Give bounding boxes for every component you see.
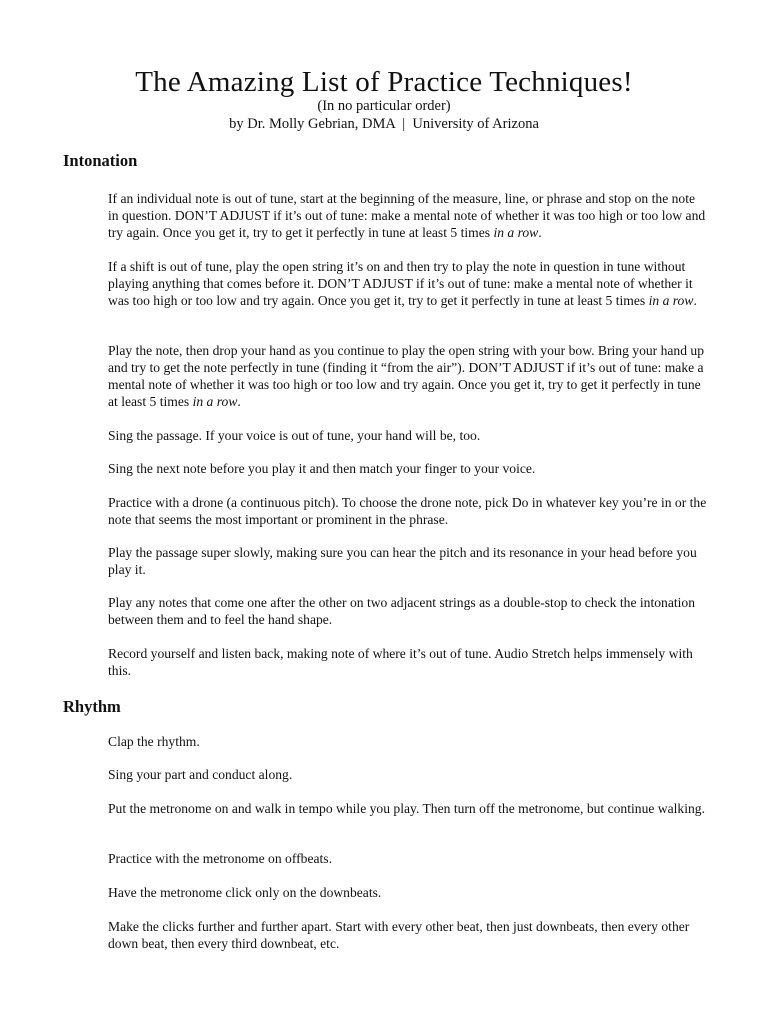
technique-paragraph: Sing the passage. If your voice is out of tune, your hand will be, too. — [108, 428, 481, 443]
technique-paragraph: Practice with a drone (a continuous pitch). To choose the drone note, pick Do in whatever key you’re in or the note that seems the most important or prominent in the phrase. — [108, 495, 707, 527]
technique-paragraph: Have the metronome click only on the downbeats. — [108, 885, 382, 900]
technique-paragraph: Make the clicks further and further apart. Start with every other beat, then just downbeats, then every other down beat, then every third downbeat, etc. — [108, 919, 690, 951]
technique-paragraph: Clap the rhythm. — [108, 734, 200, 749]
technique-paragraph: Sing your part and conduct along. — [108, 767, 293, 782]
section-heading-intonation: Intonation — [63, 151, 138, 170]
document-subtitle: (In no particular order) — [317, 98, 451, 114]
technique-paragraph: Record yourself and listen back, making note of where it’s out of tune. Audio Stretch helps immensely with this. — [108, 646, 693, 678]
technique-paragraph: Practice with the metronome on offbeats. — [108, 851, 332, 866]
technique-paragraph: If a shift is out of tune, play the open string it’s on and then try to play the note in question in tune without playing anything that comes before it. DON’T ADJUST if it’s out of tune: make a mental note of whether it was too high or too low and try again. Once you get it, try to get it perfectly in tune at least 5 times in a row. — [108, 259, 697, 308]
technique-paragraph: Play any notes that come one after the other on two adjacent strings as a double-stop to check the intonation between them and to feel the hand shape. — [108, 595, 696, 627]
technique-paragraph: Put the metronome on and walk in tempo while you play. Then turn off the metronome, but continue walking. — [108, 801, 706, 816]
technique-paragraph: If an individual note is out of tune, start at the beginning of the measure, line, or phrase and stop on the note in question. DON’T ADJUST if it’s out of tune: make a mental note of whether it was too high or too low and try again. Once you get it, try to get it perfectly in tune at least 5 times in a row. — [108, 191, 706, 240]
technique-paragraph: Play the passage super slowly, making sure you can hear the pitch and its resonance in your head before you play it. — [108, 545, 697, 577]
document-title: The Amazing List of Practice Techniques! — [135, 66, 633, 98]
document-byline: by Dr. Molly Gebrian, DMA | University of Arizona — [229, 116, 539, 132]
technique-paragraph: Play the note, then drop your hand as you continue to play the open string with your bow. Bring your hand up and try to get the note perfectly in tune (finding it “from the air”). DON’T ADJUST if it’s out of tune: make a mental note of whether it was too high or too low and try again. Once you get it, try to get it perfectly in tune at least 5 times in a row. — [108, 343, 705, 409]
technique-paragraph: Sing the next note before you play it and then match your finger to your voice. — [108, 461, 536, 476]
section-heading-rhythm: Rhythm — [63, 697, 121, 716]
